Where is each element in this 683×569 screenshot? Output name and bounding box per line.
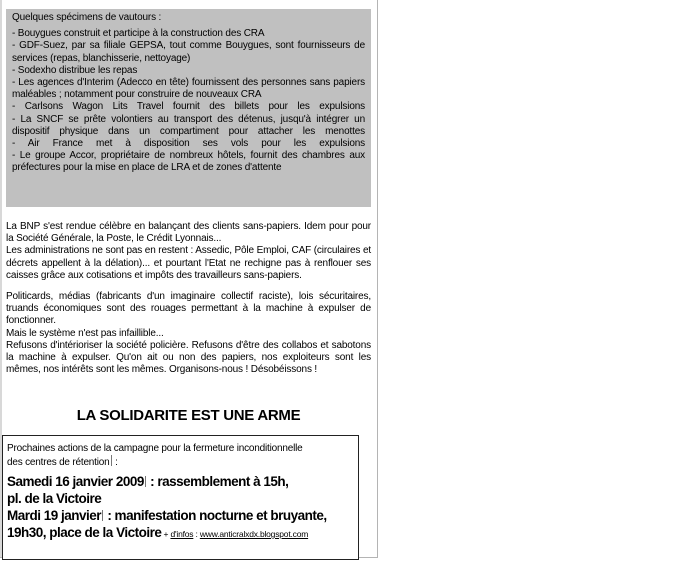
- headline: LA SOLIDARITE EST UNE ARME: [76, 407, 301, 424]
- text-cursor: [102, 510, 103, 521]
- actions-lead: [7, 442, 347, 469]
- vultures-line: - Sodexho distribue les repas: [12, 64, 138, 76]
- body-line: caisses grâce aux cotisations et impôts des travailleurs sans-papiers.: [6, 269, 302, 281]
- vultures-line: - Les agences d'Interim (Adecco en tête) fournissent des personnes sans papiers: [12, 77, 365, 89]
- vultures-line: - GDF-Suez, par sa filiale GEPSA, tout comme Bouygues, sont fournisseurs de: [12, 40, 365, 52]
- info-prefix: +: [161, 529, 171, 539]
- actions-lead-colon: :: [112, 457, 118, 468]
- body-line: fonctionner.: [6, 315, 56, 327]
- actions-events: [7, 473, 355, 543]
- info-url-link[interactable]: www.anticralxdx.blogspot.com: [199, 529, 309, 539]
- vultures-intro: Quelques spécimens de vautours :: [12, 12, 162, 23]
- actions-lead-line: Prochaines actions de la campagne pour la fermeture inconditionnelle: [7, 443, 303, 454]
- body-line: Refusons d'intérioriser la société policière. Refusons d'être des collabos et sabotons: [6, 339, 371, 351]
- actions-lead-line-2: [7, 455, 347, 469]
- vultures-line: - Carlsons Wagon Lits Travel fournit des billets pour les expulsions: [12, 101, 365, 113]
- actions-box: [2, 435, 359, 560]
- vultures-line: services (repas, blanchisserie, nettoyage): [12, 52, 191, 64]
- info-separator: :: [193, 529, 200, 539]
- event-2: [7, 507, 355, 524]
- event-1-place: pl. de la Victoire: [7, 491, 102, 506]
- info-label: d'infos: [170, 529, 194, 539]
- vultures-line: préfectures pour la mise en place de LRA et de zones d'attente: [12, 162, 282, 174]
- event-2-place: 19h30, place de la Victoire: [7, 525, 162, 540]
- vultures-line: - Le groupe Accor, propriétaire de nombreux hôtels, fournit des chambres aux: [12, 150, 365, 162]
- vultures-line: - La SNCF se prête volontiers au transport des détenus, jusqu'à intégrer un: [12, 113, 365, 125]
- event-1-text: : rassemblement à 15h,: [146, 474, 289, 489]
- vultures-line: dispositif physique dans un compartiment pour attacher les menottes: [12, 125, 365, 137]
- text-cursor: [111, 455, 112, 466]
- body-line: la Société Générale, la Poste, le Crédit Lyonnais...: [6, 233, 222, 245]
- actions-lead-text: des centres de rétention: [7, 457, 110, 468]
- vultures-text: [12, 12, 365, 175]
- event-2-date: Mardi 19 janvier: [7, 508, 102, 523]
- event-2-text: : manifestation nocturne et bruyante,: [104, 508, 327, 523]
- body-text: [6, 221, 371, 376]
- text-cursor: [145, 476, 146, 487]
- body-line: la machine à expulser. Qu'on ait ou non des papiers, nos exploiteurs sont les: [6, 352, 371, 364]
- vultures-line: - Air France met à disposition ses vols pour les expulsions: [12, 138, 365, 150]
- body-line: Mais le système n'est pas infaillible...: [6, 327, 164, 339]
- vultures-line: - Bouygues construit et participe à la construction des CRA: [12, 28, 265, 40]
- body-line: mêmes, nos intérêts sont les mêmes. Organisons-nous ! Désobéissons !: [6, 364, 318, 376]
- body-line: La BNP s'est rendue célèbre en balançant des clients sans-papiers. Idem pour pour: [6, 221, 371, 232]
- body-line: Les administrations ne sont pas en restent : Assedic, Pôle Emploi, CAF (circulaires et: [6, 245, 371, 257]
- event-2-line: [7, 524, 355, 543]
- body-line: Politicards, médias (fabricants d'un imaginaire collectif raciste), lois sécuritaires,: [6, 291, 371, 303]
- event-1: [7, 473, 355, 490]
- event-1-date: Samedi 16 janvier 2009: [7, 474, 144, 489]
- body-line: truands économiques sont des rouages permettant à la machine à expulser de: [6, 303, 371, 315]
- vultures-line: maléables ; notamment pour construire de nouveaux CRA: [12, 89, 262, 101]
- body-line: décrets appellent à la délation)... et pourtant l'Etat ne rechigne pas à renflouer ses: [6, 257, 371, 269]
